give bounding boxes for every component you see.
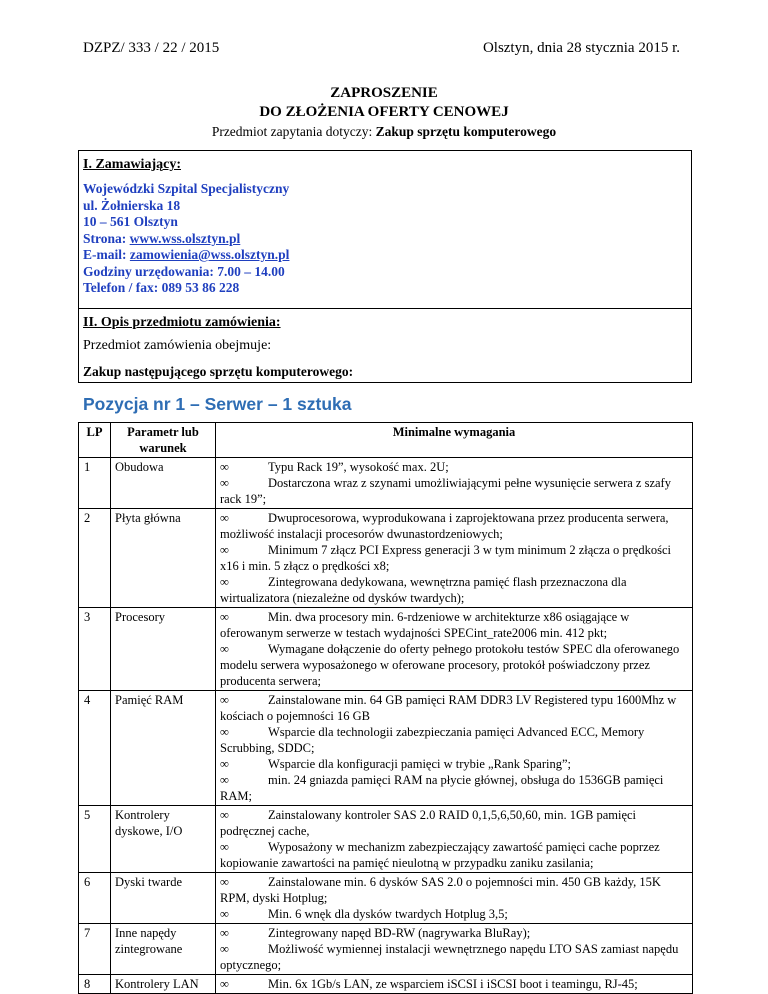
requirement-text: Możliwość wymiennej instalacji wewnętrznego napędu LTO SAS zamiast napędu optycznego; (220, 942, 679, 972)
infinity-bullet-icon: ∞ (220, 610, 229, 624)
infinity-bullet-icon: ∞ (220, 907, 229, 921)
infinity-bullet-icon: ∞ (220, 460, 229, 474)
party-name: Wojewódzki Szpital Specjalistyczny (83, 181, 290, 196)
table-row (79, 509, 693, 608)
requirement-text: Zainstalowany kontroler SAS 2.0 RAID 0,1,5,6,50,60, min. 1GB pamięci podręcznej cache, (220, 808, 637, 838)
www-label: Strona: (83, 230, 130, 246)
row-parameter: Płyta główna (111, 509, 216, 608)
www-link[interactable]: www.wss.olsztyn.pl (129, 230, 241, 246)
section-2-heading: II. Opis przedmiotu zamówienia: (83, 315, 281, 330)
table-row (79, 458, 693, 509)
table-row (79, 806, 693, 873)
party-city: 10 – 561 Olsztyn (83, 214, 178, 229)
subject-bold: Zakup sprzętu komputerowego (372, 124, 557, 139)
table-row (79, 924, 693, 975)
row-lp: 6 (79, 873, 111, 924)
requirement-text: Min. 6 wnęk dla dysków twardych Hotplug 3,5; (268, 907, 508, 921)
infinity-bullet-icon: ∞ (220, 725, 229, 739)
header-param: Parametr lub warunek (111, 423, 216, 458)
row-requirements (216, 873, 693, 924)
requirement-item (220, 807, 688, 839)
requirement-text: Zintegrowana dedykowana, wewnętrzna pamięć flash przeznaczona dla wirtualizatora (niezależne od dysków twardych); (220, 575, 627, 605)
infinity-bullet-icon: ∞ (220, 476, 229, 490)
requirement-text: Zainstalowane min. 64 GB pamięci RAM DDR3 LV Registered typu 1600Mhz w kościach o pojemności 16 GB (220, 693, 677, 723)
row-requirements (216, 458, 693, 509)
place-and-date: Olsztyn, dnia 28 stycznia 2015 r. (482, 40, 680, 56)
row-parameter: Dyski twarde (111, 873, 216, 924)
row-lp: 4 (79, 691, 111, 806)
infinity-bullet-icon: ∞ (220, 840, 229, 854)
requirement-text: Wsparcie dla konfiguracji pamięci w trybie „Rank Sparing”; (268, 757, 572, 771)
row-lp: 2 (79, 509, 111, 608)
infinity-bullet-icon: ∞ (220, 693, 229, 707)
requirement-text: Wsparcie dla technologii zabezpieczania pamięci Advanced ECC, Memory Scrubbing, SDDC; (220, 725, 645, 755)
requirement-text: Min. 6x 1Gb/s LAN, ze wsparciem iSCSI i iSCSI boot i teamingu, RJ-45; (268, 977, 638, 991)
position-title: Pozycja nr 1 – Serwer – 1 sztuka (83, 394, 352, 414)
table-row (79, 975, 693, 994)
requirement-item (220, 475, 688, 507)
requirement-text: Dostarczona wraz z szynami umożliwiającymi pełne wysunięcie serwera z szafy rack 19”; (220, 476, 671, 506)
table-row (79, 608, 693, 691)
table-header-row (79, 423, 693, 458)
row-parameter: Obudowa (111, 458, 216, 509)
requirement-text: Dwuprocesorowa, wyprodukowana i zaprojektowana przez producenta serwera, możliwość instalacji procesorów dwunastordzeniowych; (220, 511, 669, 541)
table-row (79, 873, 693, 924)
infinity-bullet-icon: ∞ (220, 757, 229, 771)
row-requirements (216, 509, 693, 608)
spec-table (78, 422, 693, 994)
section-1-heading: I. Zamawiający: (83, 157, 181, 172)
requirement-text: Zintegrowany napęd BD-RW (nagrywarka BluRay); (268, 926, 531, 940)
requirement-item (220, 976, 688, 992)
requirement-item (220, 609, 688, 641)
requirement-text: Wyposażony w mechanizm zabezpieczający zawartość pamięci cache poprzez kopiowanie zawartości na pamięć nieulotną w przypadku zaniku zasilania; (220, 840, 660, 870)
requirement-text: Wymagane dołączenie do oferty pełnego protokołu testów SPEC dla oferowanego modelu serwera wyposażonego w oferowane procesory, protokół poświadczony przez producenta serwera; (220, 642, 680, 688)
infinity-bullet-icon: ∞ (220, 808, 229, 822)
requirement-item (220, 756, 688, 772)
row-lp: 8 (79, 975, 111, 994)
requirement-item (220, 574, 688, 606)
email-label: E-mail: (83, 247, 130, 262)
infinity-bullet-icon: ∞ (220, 942, 229, 956)
infinity-bullet-icon: ∞ (220, 773, 229, 787)
requirement-item (220, 772, 688, 804)
requirement-item (220, 542, 688, 574)
row-lp: 3 (79, 608, 111, 691)
requirement-item (220, 510, 688, 542)
requirement-item (220, 941, 688, 973)
infinity-bullet-icon: ∞ (220, 543, 229, 557)
row-lp: 7 (79, 924, 111, 975)
requirement-item (220, 724, 688, 756)
row-parameter: Pamięć RAM (111, 691, 216, 806)
infinity-bullet-icon: ∞ (220, 926, 229, 940)
party-www-line (83, 231, 289, 248)
requirement-text: Min. dwa procesory min. 6-rdzeniowe w architekturze x86 osiągające w oferowanym serwerze w testach wydajności SPECint_rate2006 min. 412 pkt; (220, 610, 630, 640)
row-requirements (216, 691, 693, 806)
party-hours: Godziny urzędowania: 7.00 – 14.00 (83, 263, 285, 279)
ordering-party-details (83, 181, 289, 297)
requirement-item (220, 906, 688, 922)
subject-prefix: Przedmiot zapytania dotyczy: (211, 124, 373, 139)
section-2-bold-line: Zakup następującego sprzętu komputerowego: (83, 364, 354, 379)
requirement-text: Zainstalowane min. 6 dysków SAS 2.0 o pojemności min. 450 GB każdy, 15K RPM, dyski Hotplug; (220, 875, 661, 905)
subject-line (0, 124, 768, 140)
requirement-text: Typu Rack 19”, wysokość max. 2U; (268, 460, 449, 474)
party-email-line (83, 247, 289, 264)
requirement-item (220, 874, 688, 906)
requirement-item (220, 839, 688, 871)
row-parameter: Inne napędy zintegrowane (111, 924, 216, 975)
requirement-item (220, 692, 688, 724)
document-reference: DZPZ/ 333 / 22 / 2015 (83, 40, 220, 56)
infinity-bullet-icon: ∞ (220, 642, 229, 656)
row-parameter: Procesory (111, 608, 216, 691)
row-requirements (216, 924, 693, 975)
infinity-bullet-icon: ∞ (220, 875, 229, 889)
row-lp: 1 (79, 458, 111, 509)
infinity-bullet-icon: ∞ (220, 977, 229, 991)
row-parameter: Kontrolery dyskowe, I/O (111, 806, 216, 873)
row-requirements (216, 608, 693, 691)
requirement-item (220, 459, 688, 475)
row-requirements (216, 806, 693, 873)
email-link[interactable]: zamowienia@wss.olsztyn.pl (129, 247, 290, 262)
requirement-item (220, 641, 688, 689)
party-phone: Telefon / fax: 089 53 86 228 (83, 280, 240, 295)
row-requirements (216, 975, 693, 994)
requirement-item (220, 925, 688, 941)
header-requirements: Minimalne wymagania (216, 423, 693, 458)
row-lp: 5 (79, 806, 111, 873)
party-street: ul. Żołnierska 18 (83, 197, 181, 213)
requirement-text: min. 24 gniazda pamięci RAM na płycie głównej, obsługa do 1536GB pamięci RAM; (220, 773, 664, 803)
title-line-2: DO ZŁOŻENIA OFERTY CENOWEJ (259, 104, 509, 120)
requirement-text: Minimum 7 złącz PCI Express generacji 3 w tym minimum 2 złącza o prędkości x16 i min. 5 złącz o prędkości x8; (220, 543, 672, 573)
infinity-bullet-icon: ∞ (220, 575, 229, 589)
section-2-intro: Przedmiot zamówienia obejmuje: (83, 338, 272, 353)
header-lp: LP (79, 423, 111, 458)
table-row (79, 691, 693, 806)
row-parameter: Kontrolery LAN (111, 975, 216, 994)
title-line-1: ZAPROSZENIE (330, 85, 438, 101)
infinity-bullet-icon: ∞ (220, 511, 229, 525)
